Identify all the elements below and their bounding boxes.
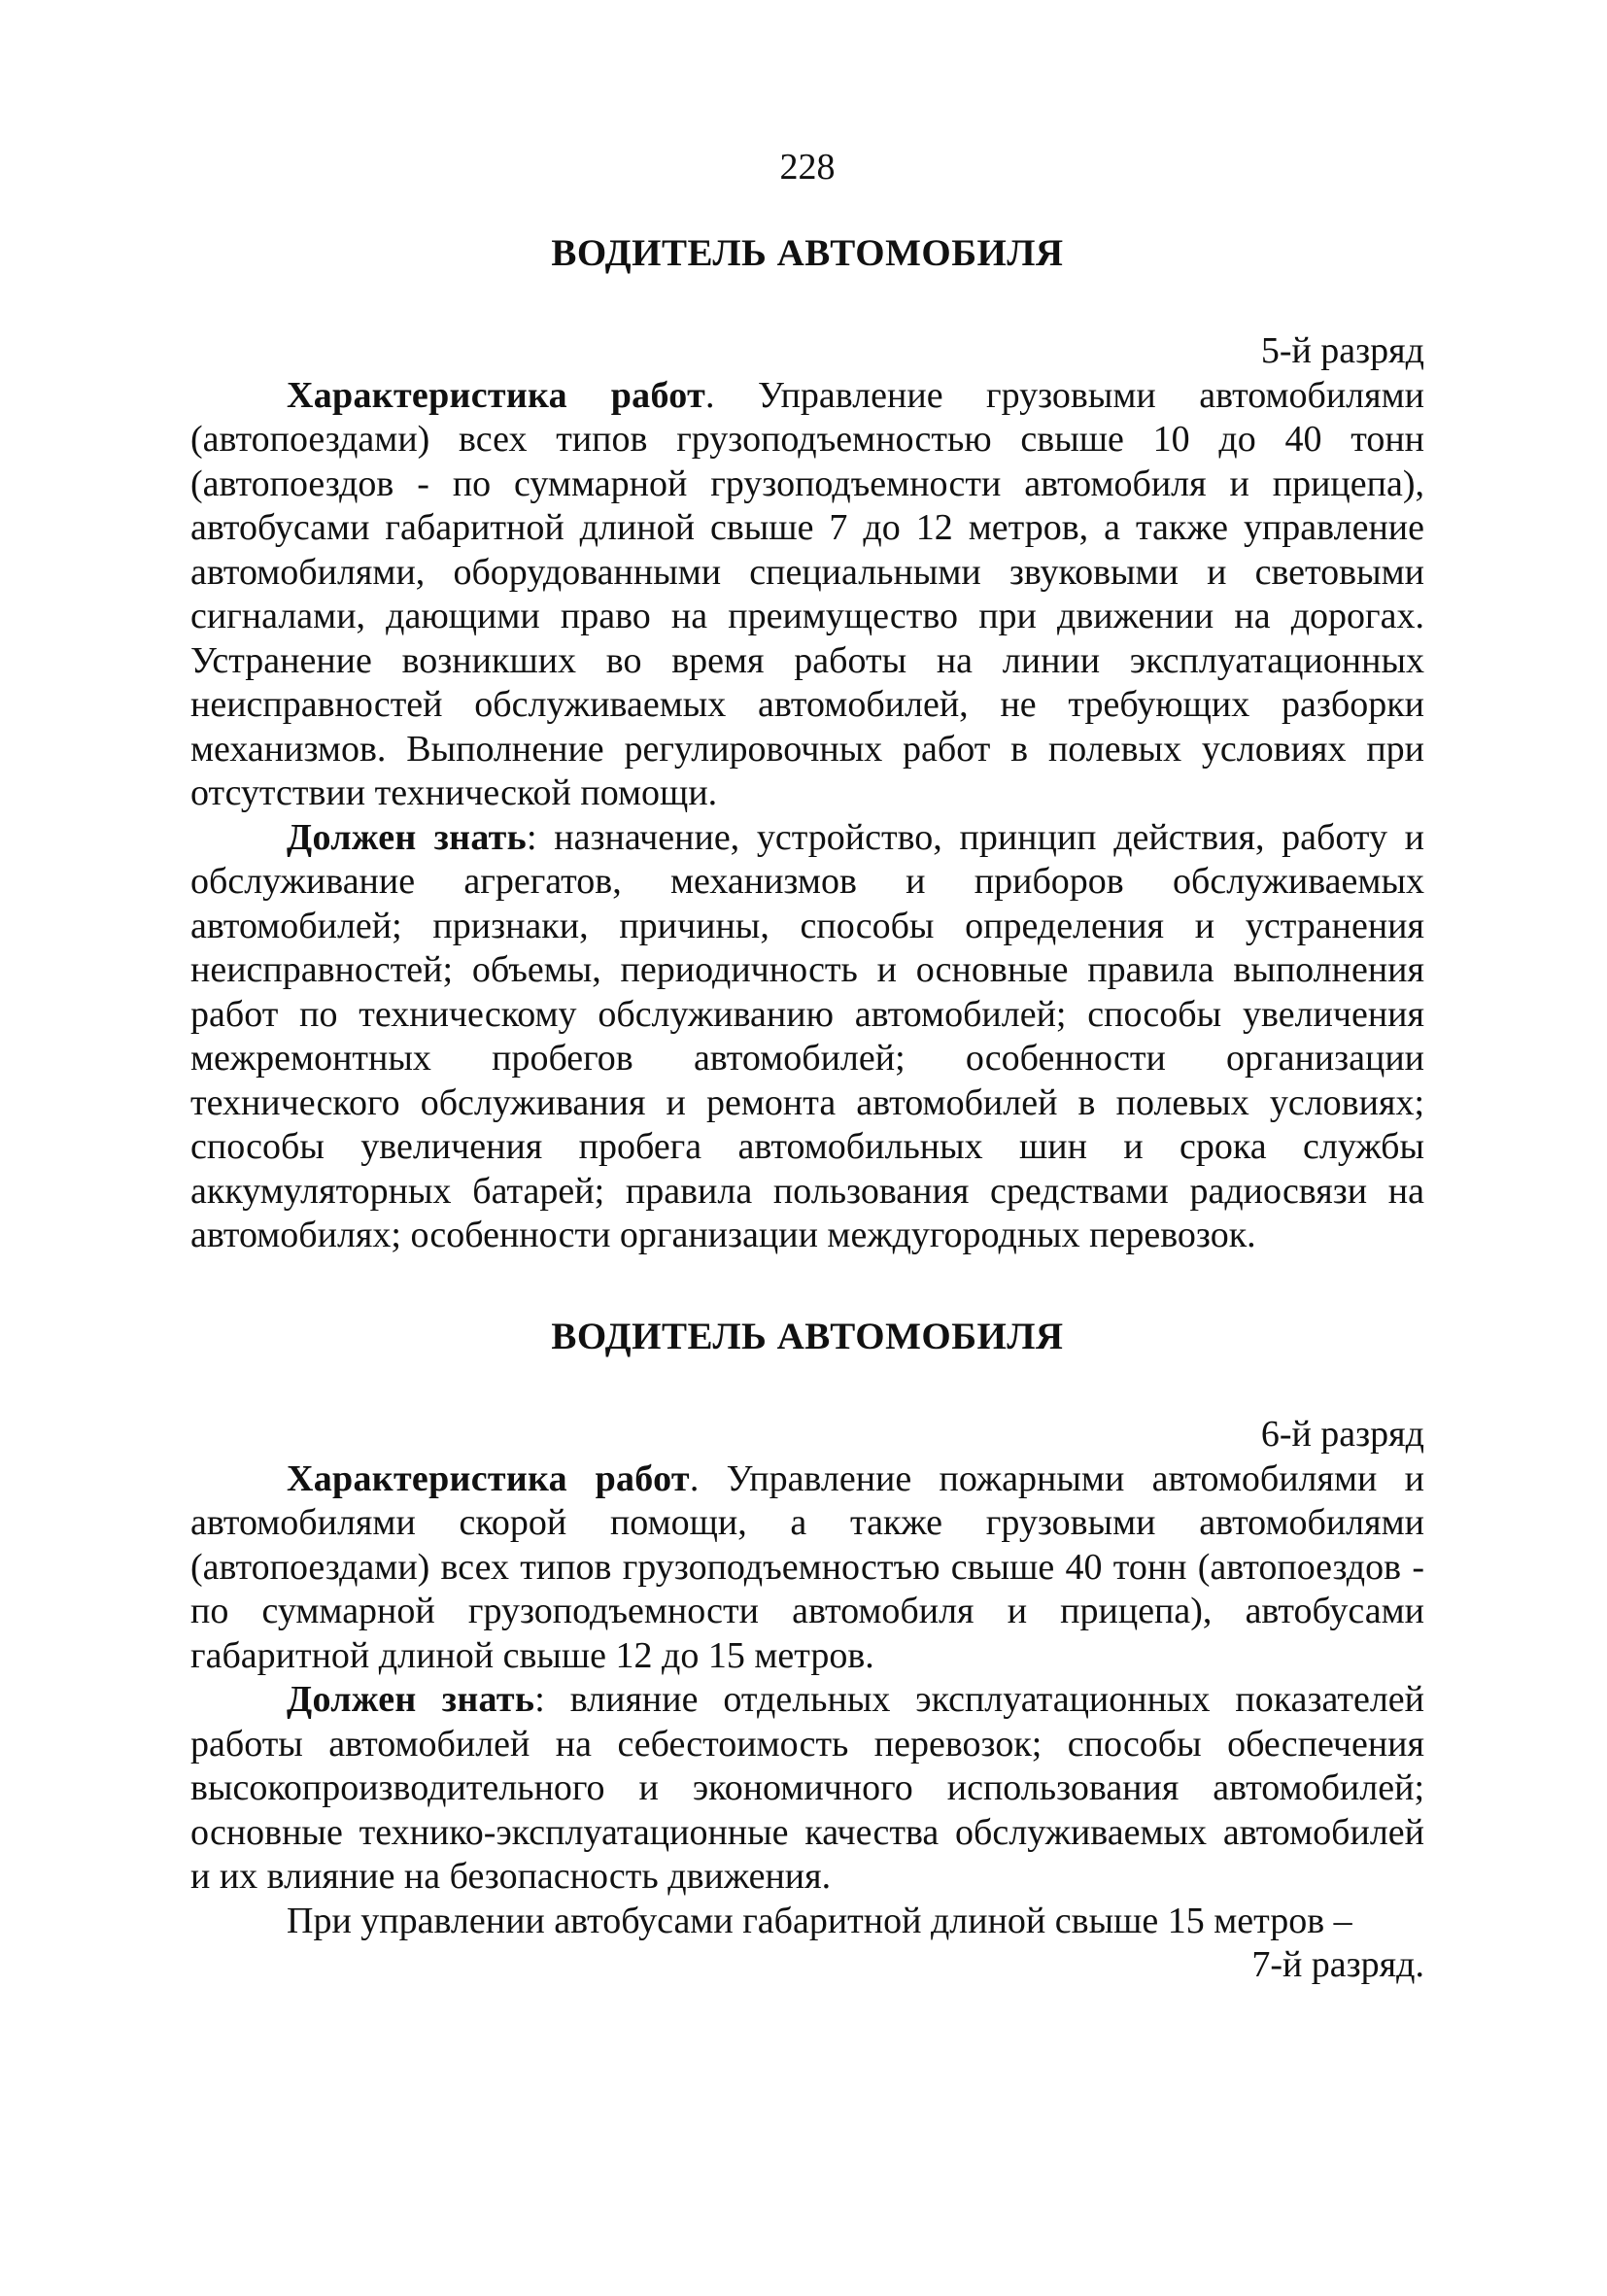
grade-7-label: 7-й разряд. [1251,1944,1424,1985]
work-characteristics-label: Характеристика работ [287,1457,690,1499]
must-know-paragraph [190,1678,1424,1900]
grade-7-note: При управлении автобусами габаритной длиной свыше 15 метров – [287,1900,1352,1941]
must-know-separator: : [534,1679,545,1720]
work-characteristics-paragraph [190,1457,1424,1679]
section-title: ВОДИТЕЛЬ АВТОМОБИЛЯ [551,231,1064,274]
work-characteristics-label: Характеристика работ [287,374,706,416]
section-title: ВОДИТЕЛЬ АВТОМОБИЛЯ [551,1315,1064,1357]
grade-label: 5-й разряд [1260,330,1424,371]
work-characteristics-separator: . [705,374,715,416]
work-characteristics-text: Управление пожарными автомобилями и автомобилями скорой помощи, а также грузовыми автомобилями (автопоездами) всех типов грузоподъемностъю свыше 40 тонн (автопоездов - по суммарной грузоподъемности автомобиля и прицепа), автобусами габаритной длиной свыше 12 до 15 метров. [190,1457,1424,1676]
work-characteristics-paragraph [190,374,1424,816]
must-know-separator: : [527,816,537,858]
page-number: 228 [779,147,836,188]
work-characteristics-text: Управление грузовыми автомобилями (автопоездами) всех типов грузоподъемностью свыше 10 до 40 тонн (автопоездов - по суммарной грузоподъемности автомобиля и прицепа), автобусами габаритной длиной свыше 7 до 12 метров, а также управление автомобилями, оборудованными специальными звуковыми и световыми сигналами, дающими право на преимущество при движении на дорогах. Устранение возникших во время работы на линии эксплуатационных неисправностей обслуживаемых автомобилей, не требующих разборки механизмов. Выполнение регулировочных работ в полевых условиях при отсутствии технической помощи. [190,374,1425,813]
section-grade-6 [190,1315,1424,1988]
must-know-label: Должен знать [287,816,528,858]
must-know-label: Должен знать [287,1679,535,1720]
grade-label: 6-й разряд [1260,1414,1424,1455]
must-know-paragraph [190,816,1424,1258]
work-characteristics-separator: . [689,1457,700,1499]
must-know-text: влияние отдельных эксплуатационных показателей работы автомобилей на себестоимость перевозок; способы обеспечения высокопроизводительного и экономичного использования автомобилей; основные технико-эксплуатационные качества обслуживаемых автомобилей и их влияние на безопасность движения. [190,1679,1424,1897]
document-page [190,146,1424,1988]
must-know-text: назначение, устройство, принцип действия, работу и обслуживание агрегатов, механизмов и приборов обслуживаемых автомобилей; признаки, причины, способы определения и устранения неисправностей; объемы, периодичность и основные правила выполнения работ по техническому обслуживанию автомобилей; способы увеличения межремонтных пробегов автомобилей; особенности организации технического обслуживания и ремонта автомобилей в полевых условиях; способы увеличения пробега автомобильных шин и срока службы аккумуляторных батарей; правила пользования средствами радиосвязи на автомобилях; особенности организации междугородных перевозок. [190,816,1424,1255]
section-grade-5 [190,231,1424,1258]
